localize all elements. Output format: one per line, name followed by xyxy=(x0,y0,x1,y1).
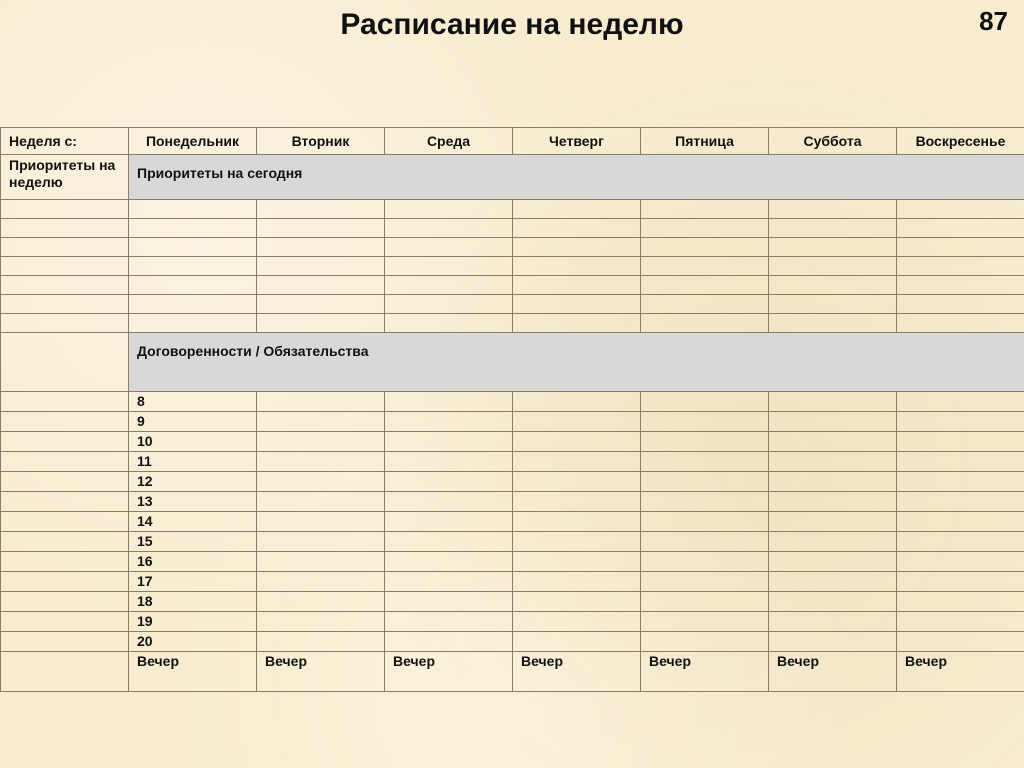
hour-cell[interactable] xyxy=(897,572,1024,592)
hour-row xyxy=(1,512,1024,532)
evening-label: Вечер xyxy=(641,652,769,692)
priority-cell[interactable] xyxy=(129,219,257,238)
hour-cell[interactable] xyxy=(769,552,897,572)
hour-cell[interactable] xyxy=(769,632,897,652)
hour-cell[interactable] xyxy=(257,492,385,512)
priority-cell[interactable] xyxy=(513,257,641,276)
priority-cell[interactable] xyxy=(385,314,513,333)
hour-label: 10 xyxy=(129,432,257,452)
hour-cell[interactable] xyxy=(385,432,513,452)
hour-cell[interactable] xyxy=(385,492,513,512)
priority-cell[interactable] xyxy=(641,238,769,257)
hour-cell[interactable] xyxy=(641,552,769,572)
hour-cell[interactable] xyxy=(513,472,641,492)
priority-cell[interactable] xyxy=(897,314,1024,333)
hour-cell[interactable] xyxy=(257,572,385,592)
evening-label: Вечер xyxy=(513,652,641,692)
priority-cell[interactable] xyxy=(257,238,385,257)
priority-row xyxy=(1,314,1024,333)
hour-row xyxy=(1,592,1024,612)
hour-left-cell[interactable] xyxy=(1,592,129,612)
priority-cell[interactable] xyxy=(385,219,513,238)
hour-cell[interactable] xyxy=(769,412,897,432)
hour-cell[interactable] xyxy=(641,392,769,412)
hour-cell[interactable] xyxy=(897,492,1024,512)
hour-cell[interactable] xyxy=(897,412,1024,432)
priority-cell[interactable] xyxy=(257,314,385,333)
hour-cell[interactable] xyxy=(513,572,641,592)
hour-left-cell[interactable] xyxy=(1,572,129,592)
hour-row xyxy=(1,412,1024,432)
priority-cell[interactable] xyxy=(385,257,513,276)
hour-cell[interactable] xyxy=(257,432,385,452)
hour-left-cell[interactable] xyxy=(1,612,129,632)
priority-cell[interactable] xyxy=(513,200,641,219)
hour-cell[interactable] xyxy=(897,632,1024,652)
priority-cell[interactable] xyxy=(1,238,129,257)
hour-label: 13 xyxy=(129,492,257,512)
hour-cell[interactable] xyxy=(641,632,769,652)
page-title: Расписание на неделю xyxy=(340,8,684,41)
hour-label: 17 xyxy=(129,572,257,592)
hour-cell[interactable] xyxy=(769,572,897,592)
priority-cell[interactable] xyxy=(513,295,641,314)
hour-cell[interactable] xyxy=(769,472,897,492)
priority-row xyxy=(1,295,1024,314)
hour-row xyxy=(1,612,1024,632)
priority-cell[interactable] xyxy=(641,200,769,219)
hour-left-cell[interactable] xyxy=(1,552,129,572)
priority-cell[interactable] xyxy=(769,200,897,219)
priority-cell[interactable] xyxy=(897,200,1024,219)
hour-cell[interactable] xyxy=(897,512,1024,532)
hour-row xyxy=(1,632,1024,652)
priority-cell[interactable] xyxy=(1,200,129,219)
hour-cell[interactable] xyxy=(897,472,1024,492)
priority-cell[interactable] xyxy=(769,238,897,257)
priority-cell[interactable] xyxy=(897,257,1024,276)
hour-cell[interactable] xyxy=(513,512,641,532)
priority-cell[interactable] xyxy=(641,295,769,314)
hour-cell[interactable] xyxy=(257,612,385,632)
hour-cell[interactable] xyxy=(385,572,513,592)
priority-cell[interactable] xyxy=(641,314,769,333)
priority-cell[interactable] xyxy=(385,238,513,257)
day-header: Суббота xyxy=(769,128,897,155)
day-header: Понедельник xyxy=(129,128,257,155)
hour-cell[interactable] xyxy=(641,512,769,532)
priority-cell[interactable] xyxy=(513,276,641,295)
hour-cell[interactable] xyxy=(257,472,385,492)
hour-row xyxy=(1,532,1024,552)
hour-cell[interactable] xyxy=(385,412,513,432)
hour-cell[interactable] xyxy=(897,592,1024,612)
hour-cell[interactable] xyxy=(641,492,769,512)
priority-cell[interactable] xyxy=(1,219,129,238)
priority-cell[interactable] xyxy=(385,295,513,314)
priority-cell[interactable] xyxy=(257,257,385,276)
priority-row xyxy=(1,238,1024,257)
hour-label: 15 xyxy=(129,532,257,552)
hour-row xyxy=(1,552,1024,572)
priority-cell[interactable] xyxy=(897,276,1024,295)
hour-row xyxy=(1,492,1024,512)
hour-cell[interactable] xyxy=(897,552,1024,572)
evening-label: Вечер xyxy=(385,652,513,692)
evening-label: Вечер xyxy=(769,652,897,692)
hour-label: 19 xyxy=(129,612,257,632)
hour-cell[interactable] xyxy=(385,552,513,572)
priority-row xyxy=(1,276,1024,295)
hour-cell[interactable] xyxy=(513,592,641,612)
hour-cell[interactable] xyxy=(897,432,1024,452)
hour-cell[interactable] xyxy=(257,452,385,472)
priority-cell[interactable] xyxy=(129,314,257,333)
hour-label: 12 xyxy=(129,472,257,492)
hour-cell[interactable] xyxy=(257,392,385,412)
hour-cell[interactable] xyxy=(257,412,385,432)
hour-label: 16 xyxy=(129,552,257,572)
hour-cell[interactable] xyxy=(641,612,769,632)
hour-cell[interactable] xyxy=(385,512,513,532)
hour-cell[interactable] xyxy=(897,532,1024,552)
hour-row xyxy=(1,572,1024,592)
priority-row xyxy=(1,200,1024,219)
week-priorities-label: Приоритеты на неделю xyxy=(1,155,129,200)
commitments-label: Договоренности / Обязательства xyxy=(129,333,1024,392)
hour-cell[interactable] xyxy=(385,592,513,612)
priority-cell[interactable] xyxy=(769,257,897,276)
priority-cell[interactable] xyxy=(129,295,257,314)
priorities-row xyxy=(1,155,1024,200)
hour-left-cell[interactable] xyxy=(1,392,129,412)
priority-cell[interactable] xyxy=(769,314,897,333)
hour-cell[interactable] xyxy=(769,532,897,552)
hour-cell[interactable] xyxy=(257,512,385,532)
hour-cell[interactable] xyxy=(257,592,385,612)
hour-left-cell[interactable] xyxy=(1,492,129,512)
evening-row xyxy=(1,652,1024,692)
hour-cell[interactable] xyxy=(641,432,769,452)
hour-cell[interactable] xyxy=(385,612,513,632)
hour-cell[interactable] xyxy=(897,612,1024,632)
hour-label: 18 xyxy=(129,592,257,612)
weekly-schedule-table xyxy=(0,127,1024,692)
hour-left-cell[interactable] xyxy=(1,512,129,532)
priority-cell[interactable] xyxy=(129,200,257,219)
priority-cell[interactable] xyxy=(769,219,897,238)
hour-cell[interactable] xyxy=(769,492,897,512)
hour-cell[interactable] xyxy=(641,412,769,432)
hour-row xyxy=(1,432,1024,452)
priority-cell[interactable] xyxy=(513,314,641,333)
priority-cell[interactable] xyxy=(129,238,257,257)
priority-row xyxy=(1,257,1024,276)
priority-cell[interactable] xyxy=(129,257,257,276)
priority-cell[interactable] xyxy=(1,276,129,295)
priority-cell[interactable] xyxy=(257,276,385,295)
evening-label: Вечер xyxy=(257,652,385,692)
page-number: 87 xyxy=(979,6,1008,36)
priority-cell[interactable] xyxy=(897,295,1024,314)
hour-cell[interactable] xyxy=(641,472,769,492)
priority-cell[interactable] xyxy=(641,219,769,238)
hour-cell[interactable] xyxy=(513,552,641,572)
priority-cell[interactable] xyxy=(641,257,769,276)
header-row xyxy=(1,128,1024,155)
hour-label: 8 xyxy=(129,392,257,412)
hour-cell[interactable] xyxy=(641,592,769,612)
hour-left-cell[interactable] xyxy=(1,432,129,452)
hour-left-cell[interactable] xyxy=(1,532,129,552)
priority-cell[interactable] xyxy=(385,200,513,219)
day-header: Четверг xyxy=(513,128,641,155)
commitments-row xyxy=(1,333,1024,392)
hour-cell[interactable] xyxy=(641,452,769,472)
today-priorities-label: Приоритеты на сегодня xyxy=(129,155,1024,200)
hour-row xyxy=(1,472,1024,492)
hour-cell[interactable] xyxy=(769,452,897,472)
priority-row xyxy=(1,219,1024,238)
priority-cell[interactable] xyxy=(385,276,513,295)
hour-cell[interactable] xyxy=(513,612,641,632)
priority-cell[interactable] xyxy=(257,219,385,238)
priority-cell[interactable] xyxy=(897,238,1024,257)
hour-cell[interactable] xyxy=(513,392,641,412)
hour-cell[interactable] xyxy=(513,412,641,432)
hour-cell[interactable] xyxy=(257,632,385,652)
week-start-label: Неделя с: xyxy=(1,128,129,155)
priority-cell[interactable] xyxy=(1,257,129,276)
day-header: Воскресенье xyxy=(897,128,1024,155)
hour-label: 20 xyxy=(129,632,257,652)
hour-label: 14 xyxy=(129,512,257,532)
day-header: Среда xyxy=(385,128,513,155)
hour-cell[interactable] xyxy=(385,472,513,492)
evening-label: Вечер xyxy=(897,652,1024,692)
priority-cell[interactable] xyxy=(129,276,257,295)
evening-label: Вечер xyxy=(129,652,257,692)
commitments-left-cell[interactable] xyxy=(1,333,129,392)
hour-cell[interactable] xyxy=(513,532,641,552)
hour-cell[interactable] xyxy=(513,432,641,452)
priority-cell[interactable] xyxy=(897,219,1024,238)
hour-cell[interactable] xyxy=(385,632,513,652)
hour-left-cell[interactable] xyxy=(1,472,129,492)
evening-left-cell[interactable] xyxy=(1,652,129,692)
hour-left-cell[interactable] xyxy=(1,452,129,472)
hour-cell[interactable] xyxy=(513,492,641,512)
hour-row xyxy=(1,452,1024,472)
hour-cell[interactable] xyxy=(769,592,897,612)
hour-cell[interactable] xyxy=(385,532,513,552)
hour-cell[interactable] xyxy=(769,432,897,452)
day-header: Вторник xyxy=(257,128,385,155)
hour-label: 11 xyxy=(129,452,257,472)
hour-cell[interactable] xyxy=(897,392,1024,412)
priority-cell[interactable] xyxy=(769,276,897,295)
hour-left-cell[interactable] xyxy=(1,632,129,652)
priority-cell[interactable] xyxy=(257,295,385,314)
hour-cell[interactable] xyxy=(513,452,641,472)
priority-cell[interactable] xyxy=(1,295,129,314)
hour-cell[interactable] xyxy=(385,392,513,412)
hour-cell[interactable] xyxy=(769,392,897,412)
priority-cell[interactable] xyxy=(641,276,769,295)
priority-cell[interactable] xyxy=(1,314,129,333)
hour-cell[interactable] xyxy=(769,512,897,532)
priority-cell[interactable] xyxy=(257,200,385,219)
hour-row xyxy=(1,392,1024,412)
day-header: Пятница xyxy=(641,128,769,155)
priority-cell[interactable] xyxy=(513,219,641,238)
hour-cell[interactable] xyxy=(257,552,385,572)
priority-cell[interactable] xyxy=(769,295,897,314)
hour-cell[interactable] xyxy=(769,612,897,632)
hour-cell[interactable] xyxy=(641,572,769,592)
hour-cell[interactable] xyxy=(385,452,513,472)
hour-label: 9 xyxy=(129,412,257,432)
hour-cell[interactable] xyxy=(513,632,641,652)
hour-cell[interactable] xyxy=(257,532,385,552)
hour-left-cell[interactable] xyxy=(1,412,129,432)
hour-cell[interactable] xyxy=(897,452,1024,472)
hour-cell[interactable] xyxy=(641,532,769,552)
priority-cell[interactable] xyxy=(513,238,641,257)
